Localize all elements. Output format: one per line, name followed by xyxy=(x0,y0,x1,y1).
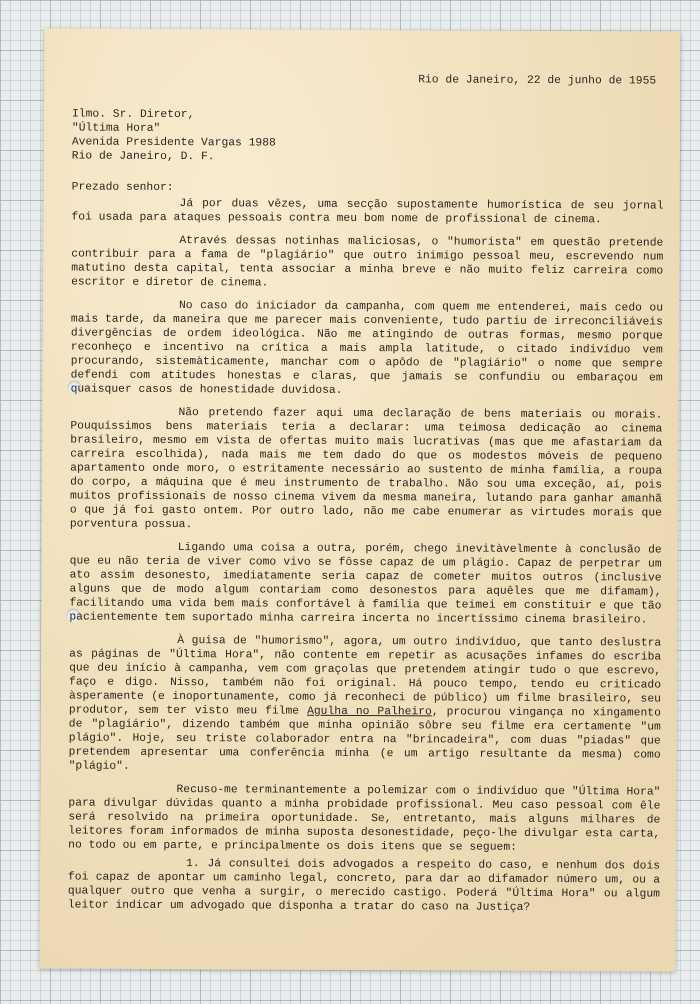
letter-sheet xyxy=(40,28,681,971)
addressee-line: Ilmo. Sr. Diretor, xyxy=(71,108,195,122)
paragraph-6-text-end: , procurou vingança no xingamento de "plagiário", dizendo também que minha opinião sôbre seu filme era certamente "um plágio". Hoje, seu triste colaborador entra na "brincadeira", com duas "piadas" que pretendem apresentar uma conferência minha (e um artigo resultante da mesma) como "plágio". xyxy=(68,706,661,773)
paragraph-7: Recuso-me terminantemente a polemizar com o indivíduo que "Última Hora" para divulgar dúvidas quanto a minha probidade profissional. Meu caso pessoal com êle será resolvido na primeira oportunidade. Se, entretanto, mais alguns milhares de leitores foram informados de minha suposta desonestidade, peço-lhe divulgar esta carta, no todo ou em parte, e principalmente os dois itens que se seguem: xyxy=(68,784,661,854)
paragraph-4: Não pretendo fazer aqui uma declaração de bens materiais ou morais. Pouquíssimos bens materiais teria a declarar: uma teimosa dedicação ao cinema brasileiro, mesmo em vista de ofertas muito mais lucrativas (mas que me afastariam da carreira escolhida), nada mais me tem dado do que os modestos móveis de pequeno apartamento onde moro, o estritamente necessário ao sustento de minha família, a roupa do corpo, a máquina que é meu instrumento de trabalho. Não sou uma exceção, aí, pois muitos profissionais de nosso cinema vivem da mesma maneira, lutando para ganhar amanhã o que já foi gasto ontem. Por outro lado, não me cabe enumerar as virtudes morais que porventura possua. xyxy=(69,407,663,532)
addressee-line: "Última Hora" xyxy=(71,122,161,135)
paragraph-2: Através dessas notinhas maliciosas, o "humorista" em questão pretende contribuir para a fama de "plagiário" que outro inimigo pessoal meu, escrevendo num matutino desta capital, tenta associar a minha breve e não muito feliz carreira como escritor e diretor de cinema. xyxy=(71,235,664,290)
addressee-block xyxy=(72,107,664,166)
paragraph-1: Já por duas vêzes, uma secção supostamente humorística de seu jornal foi usada para ataques pessoais contra meu bom nome de profissional de cinema. xyxy=(71,198,664,227)
addressee-line: Avenida Presidente Vargas 1988 xyxy=(71,136,276,150)
item-1: 1. Já consultei dois advogados a respeito do caso, e nenhum dos dois foi capaz de apontar um caminho legal, concreto, para dar ao difamador número um, ou a qualquer outro que venha a surgir, o merecido castigo. Poderá "Última Hora" ou algum leitor indicar um advogado que disponha a tratar do caso na Justiça? xyxy=(67,858,661,914)
paragraph-3: No caso do iniciador da campanha, com quem me entenderei, mais cedo ou mais tarde, da maneira que me parecer mais conveniente, tudo partiu de irreconciliáveis divergências de ordem ideológica. Não me atingindo de outras formas, mesmo porque reconheço e incentivo na crítica a mais ampla latitude, o citado indivíduo vem procurando, sistemàticamente, manchar com o apôdo de "plagiário" o nome que sempre defendi com atitudes honestas e claras, que jamais se confundiu ou embaraçou em quaisquer casos de honestidade duvidosa. xyxy=(70,300,664,397)
film-title: Agulha no Palheiro xyxy=(307,705,432,719)
addressee-line: Rio de Janeiro, D. F. xyxy=(71,150,215,164)
paragraph-5: Ligando uma coisa a outra, porém, chego inevitàvelmente à conclusão de que eu não teria de viver como vivo se fôsse capaz de um plágio. Capaz de perpetrar um ato assim desonesto, imediatamente seria capaz de cometer muitos outros (inclusive alguns que de modo algum contariam como desonestos para aquêles que me difamam), facilitando uma vida bem mais confortável à família que teimei em constituir e que tão pacientemente tem suportado minha carreira incerta no incertíssimo cinema brasileiro. xyxy=(69,542,662,627)
paragraph-6 xyxy=(69,633,662,776)
letter-body xyxy=(68,71,664,915)
date-line: Rio de Janeiro, 22 de junho de 1955 xyxy=(418,74,657,88)
paragraph-6-text: À guisa de "humorismo", agora, um outro indivíduo, que tanto deslustra as páginas de "Última Hora", não contente em repetir as acusações infames do escriba que deu início à campanha, vem com graçolas que pretendem atingir tudo o que escrevo, faço e digo. Nisso, também não foi original. Há pouco tempo, tendo eu criticado àsperamente (e inoportunamente, como já reconheci de público) um filme brasileiro, seu produtor, sem ter visto meu filme xyxy=(68,635,662,718)
salutation: Prezado senhor: xyxy=(71,181,174,195)
